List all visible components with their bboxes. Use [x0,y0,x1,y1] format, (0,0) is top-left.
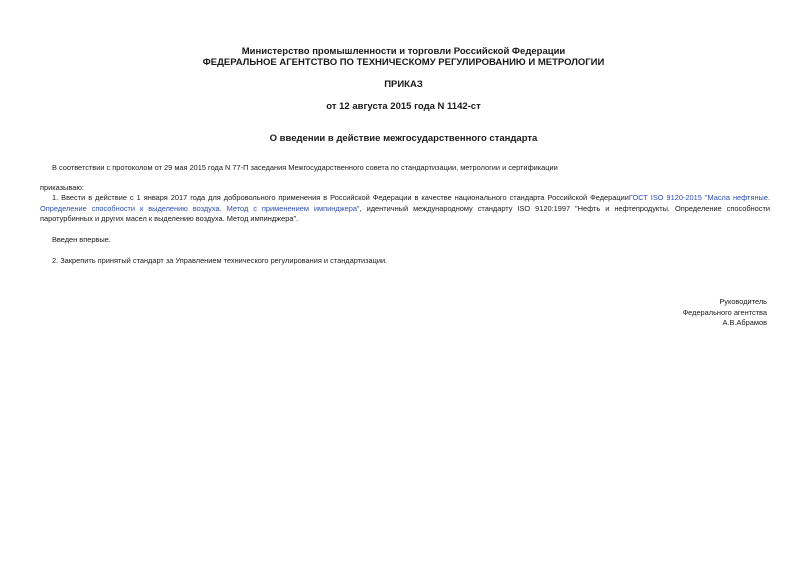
ministry-name: Министерство промышленности и торговли Российской Федерации [241,46,566,57]
signature-block [683,297,767,329]
item-2-paragraph: 2. Закрепить принятый стандарт за Управлением технического регулирования и стандартизации. [52,256,388,265]
signature-position-line-1: Руководитель [719,297,767,306]
order-title: ПРИКАЗ [384,79,423,90]
order-date-number: от 12 августа 2015 года N 1142-ст [326,101,481,112]
standard-link[interactable]: ГОСТ ISO 9120-2015 "Масла нефтяные. Определение способности к выделению воздуха. Метод с применением импинджера" [40,193,770,213]
decree-word: приказываю: [40,183,84,192]
preamble-paragraph: В соответствии с протоколом от 29 мая 2015 года N 77-П заседания Межгосударственного совета по стандартизации, метрологии и сертификации [52,163,558,172]
item-1-text-after: , идентичный международному стандарту ISO 9120:1997 "Нефть и нефтепродукты. Определение способности паротурбинных и других масел к выделению воздуха. Метод импинджера". [40,203,770,223]
order-subject: О введении в действие межгосударственного стандарта [269,133,538,144]
signature-position-line-2: Федерального агентства [682,307,767,317]
agency-name: ФЕДЕРАЛЬНОЕ АГЕНТСТВО ПО ТЕХНИЧЕСКОМУ РЕГУЛИРОВАНИЮ И МЕТРОЛОГИИ [202,57,605,68]
item-1-paragraph [40,193,770,225]
first-time-note: Введен впервые. [52,235,111,244]
document-header [0,46,807,68]
item-1-text-before: 1. Ввести в действие с 1 января 2017 года для добровольного применения в Российской Федерации в качестве национального стандарта Российской Федерации [52,193,629,202]
signature-name: А.В.Абрамов [722,318,767,327]
